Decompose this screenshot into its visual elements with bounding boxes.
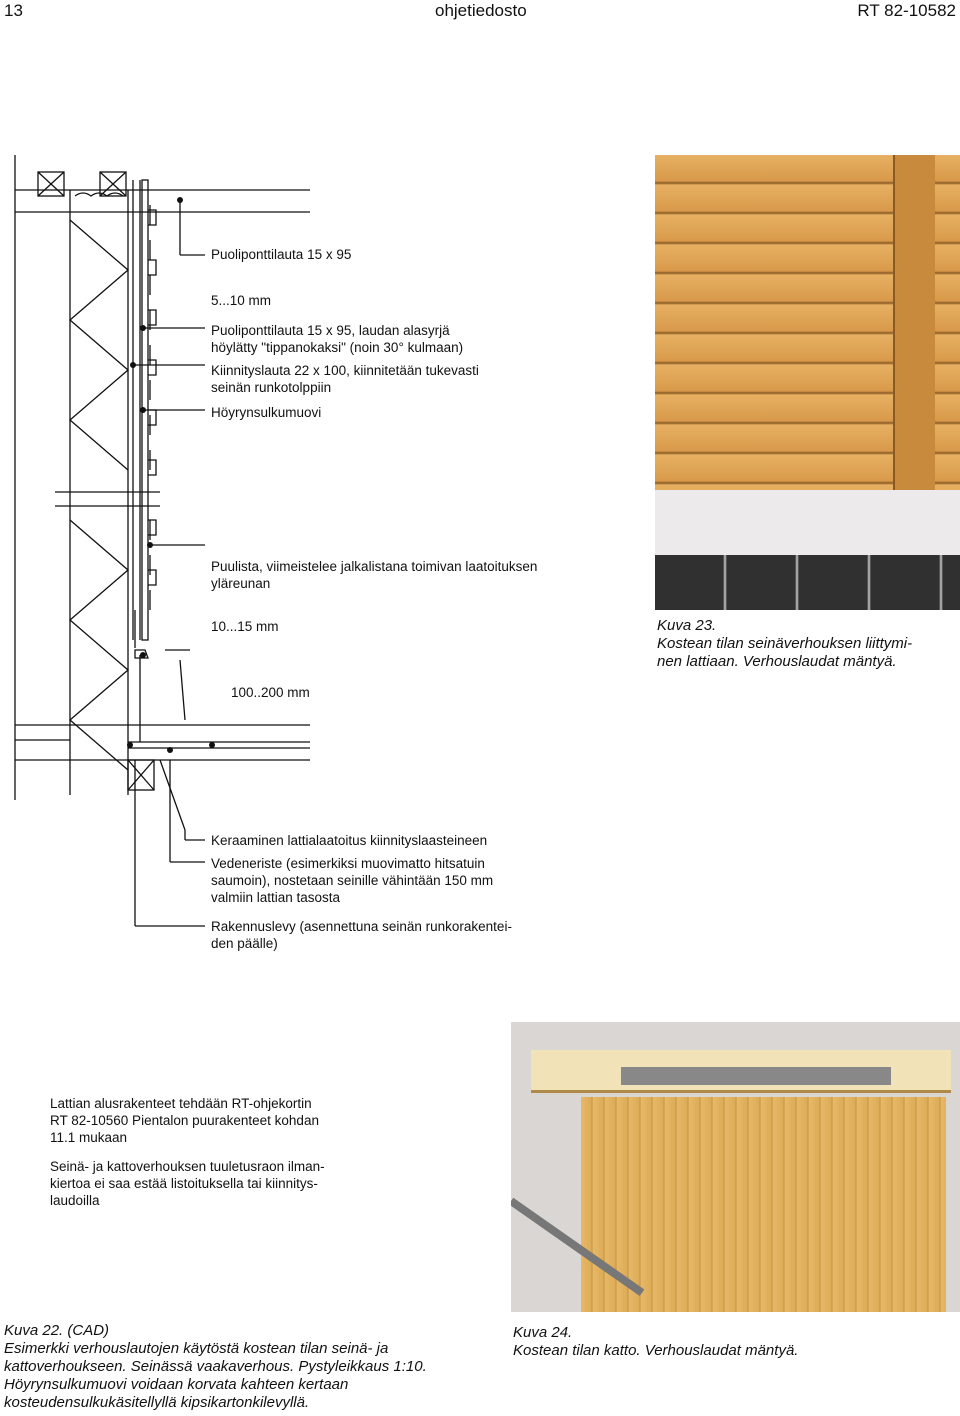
- label-puoliponttilauta: Puoliponttilauta 15 x 95: [211, 247, 352, 262]
- doc-code: RT 82-10582: [857, 1, 956, 20]
- kuva23-text: Kostean tilan seinäverhouksen liittymi- nen lattiaan. Verhouslaudat mäntyä.: [657, 635, 913, 670]
- label-vedeneriste: Vedeneriste (esimerkiksi muovimatto hitsatuin saumoin), nostetaan seinille vähintään 150 mm valmiin lattian tasosta: [211, 856, 494, 905]
- page-number: 13: [4, 1, 23, 20]
- label-rakennuslevy: Rakennuslevy (asennettuna seinän runkorakentei- den päälle): [211, 919, 512, 951]
- label-keraaminen: Keraaminen lattialaatoitus kiinnityslaasteineen: [211, 833, 488, 848]
- label-gap-5-10mm: 5...10 mm: [211, 293, 272, 308]
- label-puulista: Puulista, viimeistelee jalkalistana toimivan laatoituksen yläreunan: [211, 559, 538, 591]
- kuva24-photo: [511, 1022, 960, 1312]
- kuva23-title: Kuva 23.: [657, 617, 717, 634]
- label-gap-10-15mm: 10...15 mm: [211, 619, 279, 634]
- label-100-200mm: 100..200 mm: [231, 685, 310, 700]
- kuva22-title: Kuva 22. (CAD): [4, 1322, 110, 1339]
- kuva22-text: Esimerkki verhouslautojen käytöstä kostean tilan seinä- ja kattoverhoukseen. Seinässä vaakaverhous. Pystyleikkaus 1:10. Höyrynsulkumuovi voidaan korvata kahteen kertaan kosteudensulkukäsitellyllä kipsikartonkilevyllä.: [4, 1340, 427, 1411]
- kuva24-title: Kuva 24.: [513, 1324, 573, 1341]
- note-alusrakenteet: Lattian alusrakenteet tehdään RT-ohjekortin RT 82-10560 Pientalon puurakenteet kohdan 11.1 mukaan: [50, 1096, 319, 1145]
- kuva23-photo: [655, 155, 960, 610]
- label-board-bottom-edge: Puoliponttilauta 15 x 95, laudan alasyrjä höylätty "tippanokaksi" (noin 30° kulmaan): [211, 323, 464, 355]
- label-hoyrynsulkumuovi: Höyrynsulkumuovi: [211, 405, 322, 420]
- note-tuuletusrako: Seinä- ja kattoverhouksen tuuletusraon ilman- kiertoa ei saa estää listoituksella tai kiinnitys- laudoilla: [50, 1159, 325, 1208]
- doc-type: ohjetiedosto: [435, 1, 527, 20]
- kuva24-text: Kostean tilan katto. Verhouslaudat mäntyä.: [513, 1342, 799, 1359]
- label-kiinnityslauta: Kiinnityslauta 22 x 100, kiinnitetään tukevasti seinän runkotolppiin: [211, 363, 479, 395]
